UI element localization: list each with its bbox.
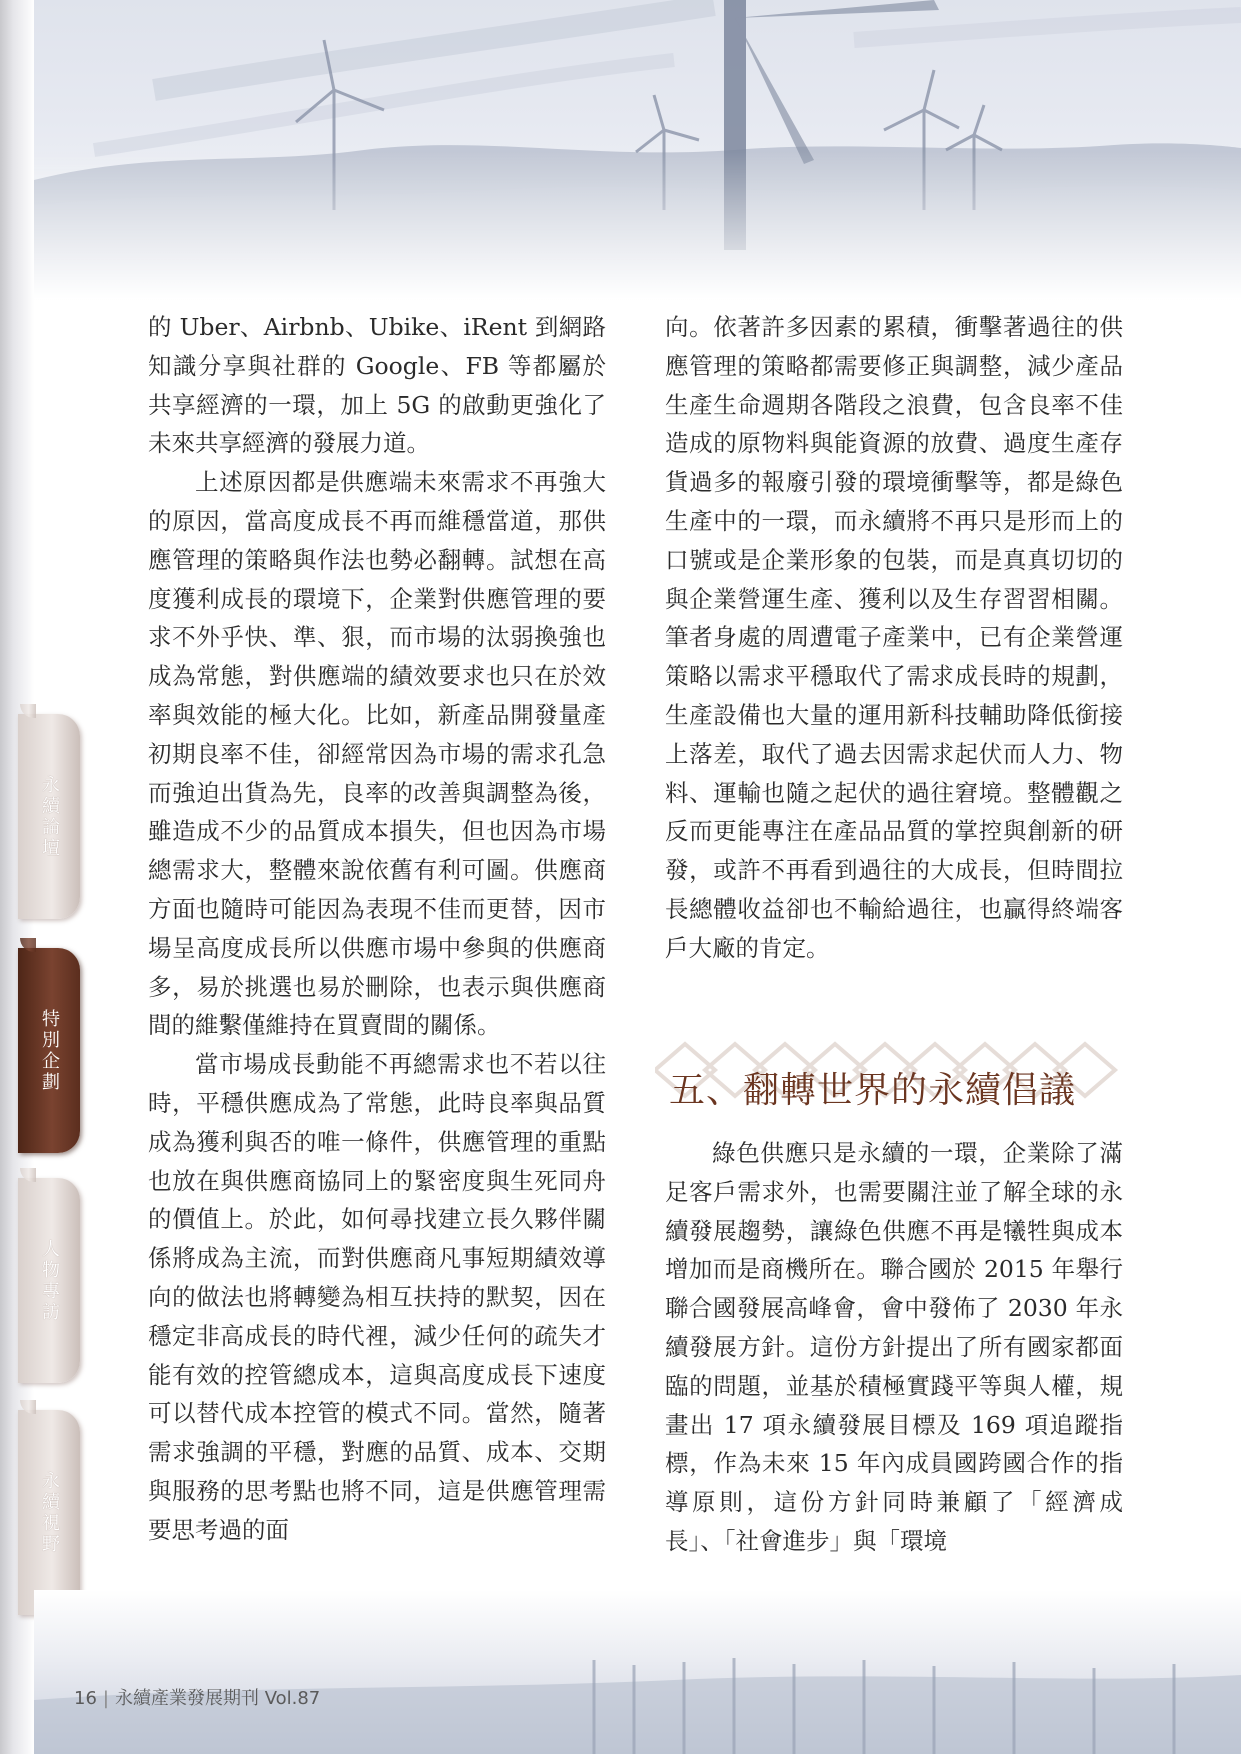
publication-name: 永續產業發展期刊 Vol.87 [114, 1688, 321, 1709]
page-number: 16 [74, 1688, 97, 1709]
right-text-column [665, 308, 1123, 968]
section-text-column [665, 1134, 1123, 1561]
paragraph: 的 Uber、Airbnb、Ubike、iRent 到網路知識分享與社群的 Google、FB 等都屬於共享經濟的一環，加上 5G 的啟動更強化了未來共享經濟的發展力道。 [148, 313, 606, 458]
header-wind-turbine-image [34, 0, 1241, 300]
side-tab-special-feature[interactable] [18, 948, 80, 1153]
side-tab-forum[interactable] [18, 714, 80, 919]
side-tab-label: 人物專訪 [39, 1238, 60, 1323]
side-tab-label: 永續視野 [39, 1470, 60, 1555]
left-text-column [148, 308, 606, 1550]
side-tab-label: 永續論壇 [39, 774, 60, 859]
page-footer [74, 1684, 320, 1710]
paragraph: 上述原因都是供應端未來需求不再強大的原因，當高度成長不再而維穩當道，那供應管理的策略與作法也勢必翻轉。試想在高度獲利成長的環境下，企業對供應管理的要求不外乎快、準、狠，而市場的汰弱換強也成為常態，對供應端的績效要求也只在於效率與效能的極大化。比如，新產品開發量產初期良率不佳，卻經常因為市場的需求孔急而強迫出貨為先，良率的改善與調整為後，雖造成不少的品質成本損失，但也因為市場總需求大，整體來說依舊有利可圖。供應商方面也隨時可能因為表現不佳而更替，因市場呈高度成長所以供應市場中參與的供應商多，易於挑選也易於刪除，也表示與供應商間的維繫僅維持在買賣間的關係。 [148, 468, 606, 1040]
side-tab-interview[interactable] [18, 1178, 80, 1383]
paragraph: 向。依著許多因素的累積，衝擊著過往的供應管理的策略都需要修正與調整，減少產品生產生命週期各階段之浪費，包含良率不佳造成的原物料與能資源的放費、過度生產存貨過多的報廢引發的環境衝擊等，都是綠色生產中的一環，而永續將不再只是形而上的口號或是企業形象的包裝，而是真真切切的與企業營運生產、獲利以及生存習習相關。筆者身處的周遭電子產業中，已有企業營運策略以需求平穩取代了需求成長時的規劃，生產設備也大量的運用新科技輔助降低銜接上落差，取代了過去因需求起伏而人力、物料、運輸也隨之起伏的過往窘境。整體觀之反而更能專注在產品品質的掌控與創新的研發，或許不再看到過往的大成長，但時間拉長總體收益卻也不輸給過往，也贏得終端客戶大廠的肯定。 [665, 313, 1123, 962]
section-title: 五、翻轉世界的永續倡議 [669, 1070, 1077, 1111]
paragraph: 綠色供應只是永續的一環，企業除了滿足客戶需求外，也需要關注並了解全球的永續發展趨勢，讓綠色供應不再是犧牲與成本增加而是商機所在。聯合國於 2015 年舉行聯合國發展高峰會，會中發佈了 2030 年永續發展方針。這份方針提出了所有國家都面臨的問題，並基於積極實踐平等與人權，規畫出 17 項永續發展目標及 169 項追蹤指標，作為未來 15 年內成員國跨國合作的指導原則，這份方針同時兼顧了「經濟成長」、「社會進步」與「環境 [665, 1139, 1123, 1555]
footer-divider: | [102, 1688, 109, 1709]
side-tab-label: 特別企劃 [39, 1008, 60, 1093]
side-tab-vision[interactable] [18, 1410, 80, 1615]
footer-landscape-image [34, 1590, 1241, 1754]
paragraph: 當市場成長動能不再總需求也不若以往時，平穩供應成為了常態，此時良率與品質成為獲利與否的唯一條件，供應管理的重點也放在與供應商協同上的緊密度與生死同舟的價值上。於此，如何尋找建立長久夥伴關係將成為主流，而對供應商凡事短期績效導向的做法也將轉變為相互扶持的默契，因在穩定非高成長的時代裡，減少任何的疏失才能有效的控管總成本，這與高度成長下速度可以替代成本控管的模式不同。當然，隨著需求強調的平穩，對應的品質、成本、交期與服務的思考點也將不同，這是供應管理需要思考過的面 [148, 1050, 606, 1544]
section-heading [655, 1040, 1125, 1120]
